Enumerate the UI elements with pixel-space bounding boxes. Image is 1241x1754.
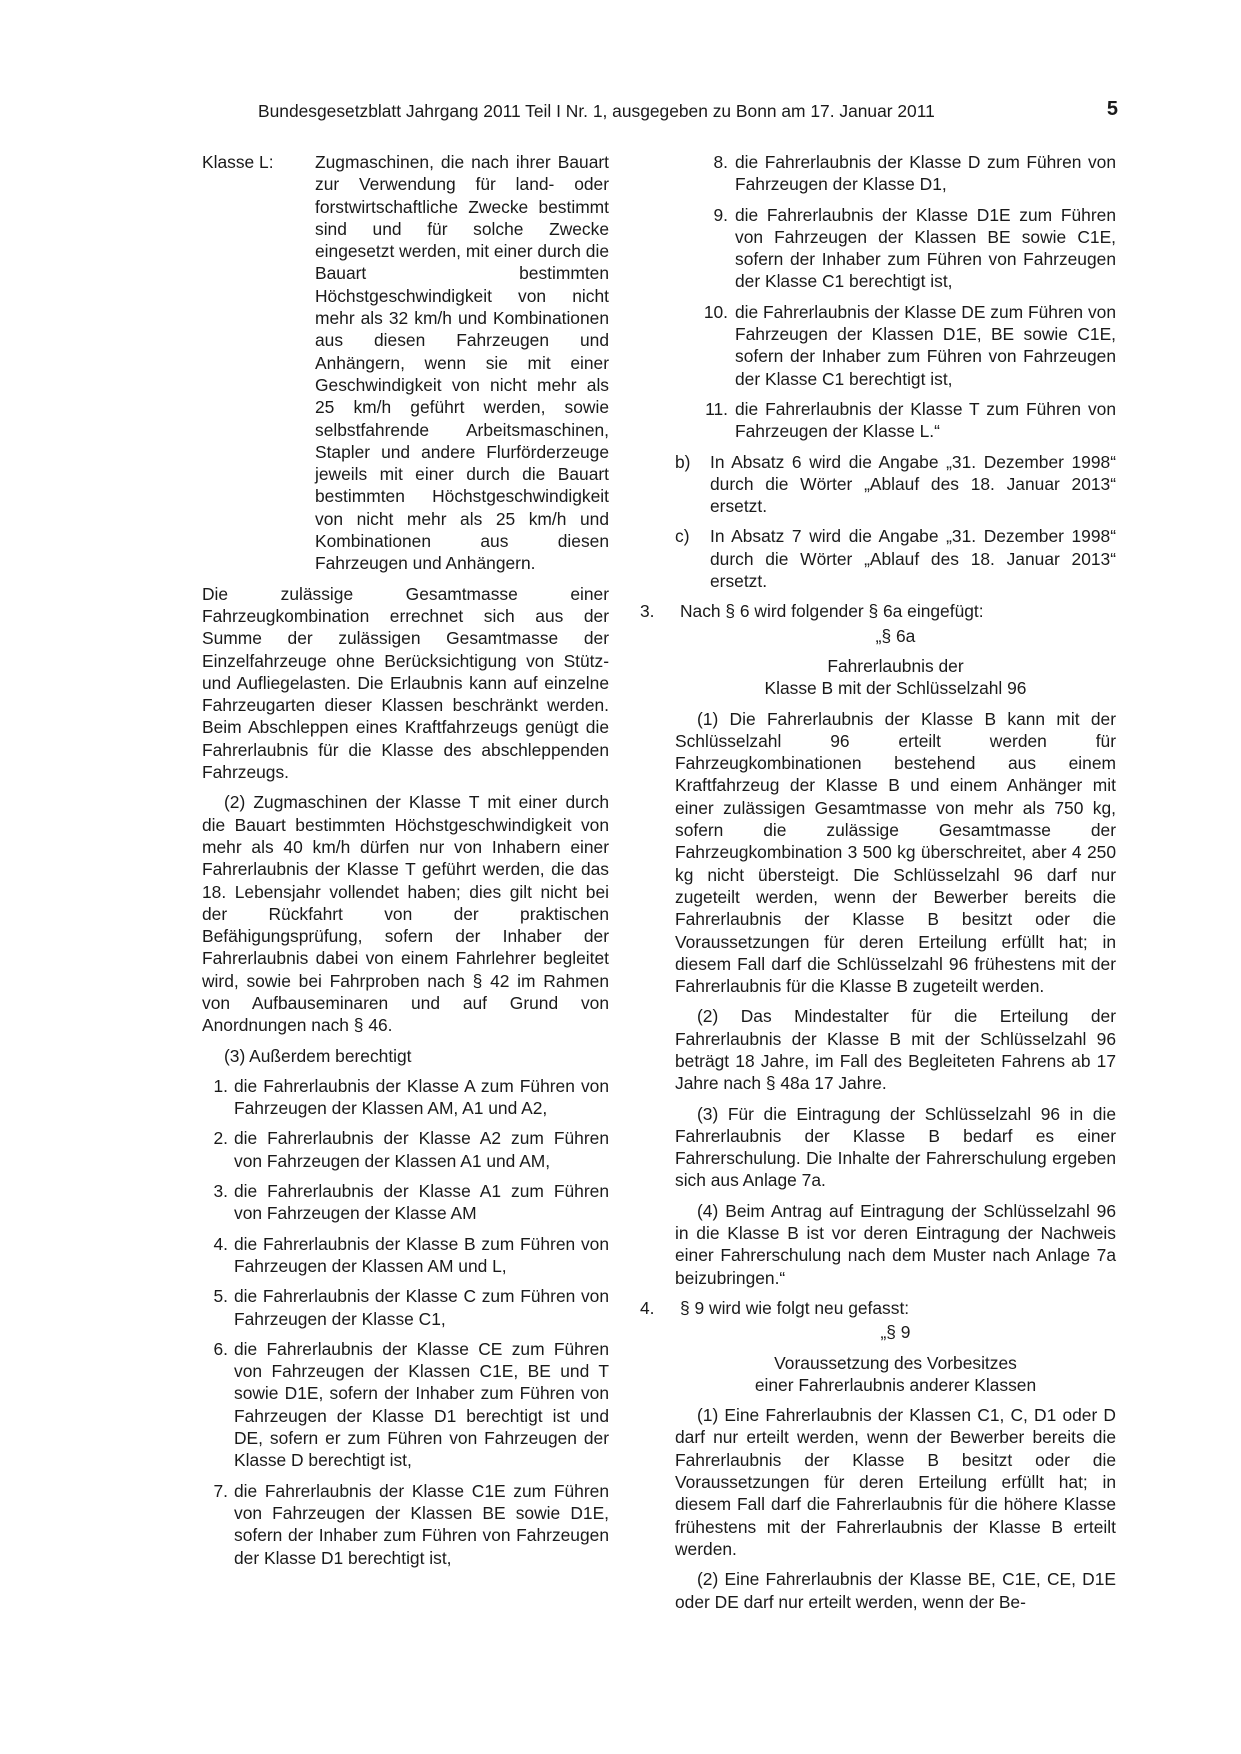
section-paragraph: (4) Beim Antrag auf Eintragung der Schlüsselzahl 96 in die Klasse B ist vor deren Eintragung der Nachweis einer Fahrerschulung nach dem Muster nach Anlage 7a beizubringen.“: [675, 1200, 1116, 1288]
list-item-number: 1.: [213, 1075, 228, 1096]
list-item-number: 3.: [213, 1181, 228, 1202]
sub-item-b: [675, 451, 1116, 518]
amendment-item-4: [640, 1297, 1116, 1319]
page-number: 5: [1106, 98, 1118, 120]
list-item: [202, 1180, 609, 1225]
section-heading: Klasse B mit der Schlüsselzahl 96: [764, 678, 1027, 699]
list-item-text: die Fahrerlaubnis der Klasse D zum Führen von Fahrzeugen der Klasse D1,: [735, 152, 1116, 195]
list-item-number: 6.: [213, 1338, 228, 1359]
list-item-number: 9.: [713, 204, 728, 225]
sub-item-c: [675, 525, 1116, 592]
list-item: [202, 1075, 609, 1120]
section-heading: einer Fahrerlaubnis anderer Klassen: [754, 1374, 1037, 1395]
klasse-l-definition: [202, 151, 609, 575]
list-item-text: die Fahrerlaubnis der Klasse A zum Führen von Fahrzeugen der Klassen AM, A1 und A2,: [234, 1075, 609, 1119]
list-item-text: die Fahrerlaubnis der Klasse CE zum Führen von Fahrzeugen der Klassen C1E, BE und T sowie D1E, sofern der Inhaber zum Führen von Fahrzeugen der Klasse D1 berechtigt ist und DE, sofern er zum Führen von Fahrzeugen der Klasse D berechtigt ist,: [234, 1338, 609, 1471]
list-item-number: 8.: [713, 152, 728, 172]
section-paragraph: (2) Das Mindestalter für die Erteilung der Fahrerlaubnis der Klasse B mit der Schlüsselzahl 96 beträgt 18 Jahre, im Fall des Begleiteten Fahrens ab 17 Jahre nach § 48a 17 Jahre.: [675, 1006, 1116, 1094]
section-paragraph: (1) Eine Fahrerlaubnis der Klassen C1, C, D1 oder D darf nur erteilt werden, wenn der Bewerber bereits die Fahrerlaubnis der Klasse B besitzt oder die Voraussetzungen für deren Erteilung erfüllt hat; in diesem Fall darf die Fahrerlaubnis für die höhere Klasse frühestens mit der Fahrerlaubnis der Klasse B erteilt werden.: [675, 1405, 1116, 1559]
list-item-number: 11.: [705, 398, 728, 419]
sub-item-letter: b): [675, 451, 691, 472]
section-6a-block: [675, 625, 1116, 1289]
klasse-l-text: Zugmaschinen, die nach ihrer Bauart zur Verwendung für land- oder forstwirtschaftliche Zwecke bestimmt sind und für solche Zwecke eingesetzt werden, mit einer durch die Bauart bestimmten Höchstgeschwindigkeit von nicht mehr als 32 km/h und Kombinationen aus diesen Fahrzeugen und Anhängern, wenn sie mit einer Geschwindigkeit von nicht mehr als 25 km/h geführt werden, sowie selbstfahrende Arbeitsmaschinen, Stapler und andere Flurförderzeuge jeweils mit einer durch die Bauart bestimmten Höchstgeschwindigkeit von nicht mehr als 25 km/h und Kombinationen aus diesen Fahrzeugen und Anhängern.: [315, 152, 609, 574]
list-item-text: die Fahrerlaubnis der Klasse A1 zum Führen von Fahrzeugen der Klasse AM: [234, 1181, 609, 1224]
list-item: [202, 1127, 609, 1172]
section-9-block: [675, 1321, 1116, 1613]
section-heading: Voraussetzung des Vorbesitzes: [774, 1352, 1017, 1373]
list-item-number: 10.: [703, 301, 728, 322]
section-paragraph: (1) Die Fahrerlaubnis der Klasse B kann mit der Schlüsselzahl 96 erteilt werden für Fahrzeugkombinationen bestehend aus einem Kraftfahrzeug der Klasse B und einem Anhänger mit einer zulässigen Gesamtmasse von mehr als 750 kg, sofern die zulässige Gesamtmasse der Fahrzeugkombination 3 500 kg überschreitet, aber 4 250 kg nicht übersteigt. Die Schlüsselzahl 96 darf nur zugeteilt werden, wenn der Bewerber bereits die Fahrerlaubnis der Klasse B besitzt oder die Voraussetzungen für deren Erteilung erfüllt hat; in diesem Fall darf die Schlüsselzahl 96 frühestens mit der Fahrerlaubnis für die Klasse B zugeteilt werden.: [675, 708, 1116, 997]
section-heading: Fahrerlaubnis der: [827, 655, 964, 676]
page-header: [258, 100, 1118, 124]
sub-item-letter: c): [675, 526, 690, 547]
list-item: [640, 204, 1116, 293]
sub-item-text: In Absatz 6 wird die Angabe „31. Dezember 1998“ durch die Wörter „Ablauf des 18. Januar 2013“ ersetzt.: [710, 451, 1116, 517]
list-item: [202, 1233, 609, 1278]
list-item: [202, 1285, 609, 1330]
klasse-l-term: Klasse L:: [202, 152, 274, 172]
amendment-item-3: [640, 600, 1116, 622]
list-item-text: die Fahrerlaubnis der Klasse B zum Führen von Fahrzeugen der Klassen AM und L,: [234, 1233, 609, 1276]
left-column: [202, 151, 609, 1577]
list-item-text: die Fahrerlaubnis der Klasse A2 zum Führen von Fahrzeugen der Klassen A1 und AM,: [234, 1128, 609, 1171]
section-paragraph: (2) Eine Fahrerlaubnis der Klasse BE, C1E, CE, D1E oder DE darf nur erteilt werden, wenn der Be-: [675, 1569, 1116, 1612]
gazette-title: Bundesgesetzblatt Jahrgang 2011 Teil I Nr. 1, ausgegeben zu Bonn am 17. Januar 2011: [258, 101, 935, 121]
list-item: [202, 1338, 609, 1472]
list-item: [640, 151, 1116, 196]
section-paragraph: (3) Für die Eintragung der Schlüsselzahl 96 in die Fahrerlaubnis der Klasse B bedarf es einer Fahrerschulung. Die Inhalte der Fahrerschulung ergeben sich aus Anlage 7a.: [675, 1103, 1116, 1191]
paragraph-3-intro: (3) Außerdem berechtigt: [224, 1045, 412, 1066]
amendment-text: § 9 wird wie folgt neu gefasst:: [680, 1297, 910, 1318]
list-item-number: 5.: [213, 1286, 228, 1307]
right-column: [640, 151, 1116, 1613]
list-item-text: die Fahrerlaubnis der Klasse D1E zum Führen von Fahrzeugen der Klassen BE sowie C1E, sofern der Inhaber zum Führen von Fahrzeugen der Klasse C1 berechtigt ist,: [735, 204, 1116, 292]
sub-item-text: In Absatz 7 wird die Angabe „31. Dezember 1998“ durch die Wörter „Ablauf des 18. Januar 2013“ ersetzt.: [710, 526, 1116, 592]
list-item: [640, 398, 1116, 443]
list-item-number: 7.: [213, 1480, 228, 1501]
amendment-text: Nach § 6 wird folgender § 6a eingefügt:: [680, 601, 984, 622]
paragraph-2: (2) Zugmaschinen der Klasse T mit einer durch die Bauart bestimmten Höchstgeschwindigkeit von mehr als 40 km/h dürfen nur von Inhabern einer Fahrerlaubnis der Klasse T geführt werden, die das 18. Lebensjahr vollendet haben; dies gilt nicht bei der Rückfahrt von der praktischen Befähigungsprüfung, sofern der Inhaber der Fahrerlaubnis dabei von einem Fahrlehrer begleitet wird, sowie bei Fahrproben nach § 42 im Rahmen von Aufbauseminaren und auf Grund von Anordnungen nach § 46.: [202, 792, 609, 1036]
list-item: [640, 301, 1116, 390]
list-item-text: die Fahrerlaubnis der Klasse C zum Führen von Fahrzeugen der Klasse C1,: [234, 1286, 609, 1329]
amendment-number: 4.: [640, 1297, 655, 1318]
list-item-text: die Fahrerlaubnis der Klasse DE zum Führen von Fahrzeugen der Klassen D1E, BE sowie C1E, sofern der Inhaber zum Führen von Fahrzeugen der Klasse C1 berechtigt ist,: [735, 301, 1116, 389]
amendment-number: 3.: [640, 601, 655, 622]
list-item-text: die Fahrerlaubnis der Klasse C1E zum Führen von Fahrzeugen der Klassen BE sowie D1E, sofern der Inhaber zum Führen von Fahrzeugen der Klasse D1 berechtigt ist,: [234, 1480, 609, 1568]
paragraph-gesamtmasse: Die zulässige Gesamtmasse einer Fahrzeugkombination errechnet sich aus der Summe der zulässigen Gesamtmasse der Einzelfahrzeuge ohne Berücksichtigung von Stütz- und Aufliegelasten. Die Erlaubnis kann auf einzelne Fahrzeugarten dieser Klassen beschränkt werden. Beim Abschleppen eines Kraftfahrzeugs genügt die Fahrerlaubnis für die Klasse des abschleppenden Fahrzeugs.: [202, 583, 609, 783]
list-item-number: 2.: [213, 1128, 228, 1149]
list-item: [202, 1480, 609, 1569]
section-label: „§ 6a: [875, 625, 916, 646]
section-label: „§ 9: [880, 1322, 911, 1343]
list-item-number: 4.: [213, 1233, 228, 1254]
list-item-text: die Fahrerlaubnis der Klasse T zum Führen von Fahrzeugen der Klasse L.“: [735, 398, 1116, 442]
